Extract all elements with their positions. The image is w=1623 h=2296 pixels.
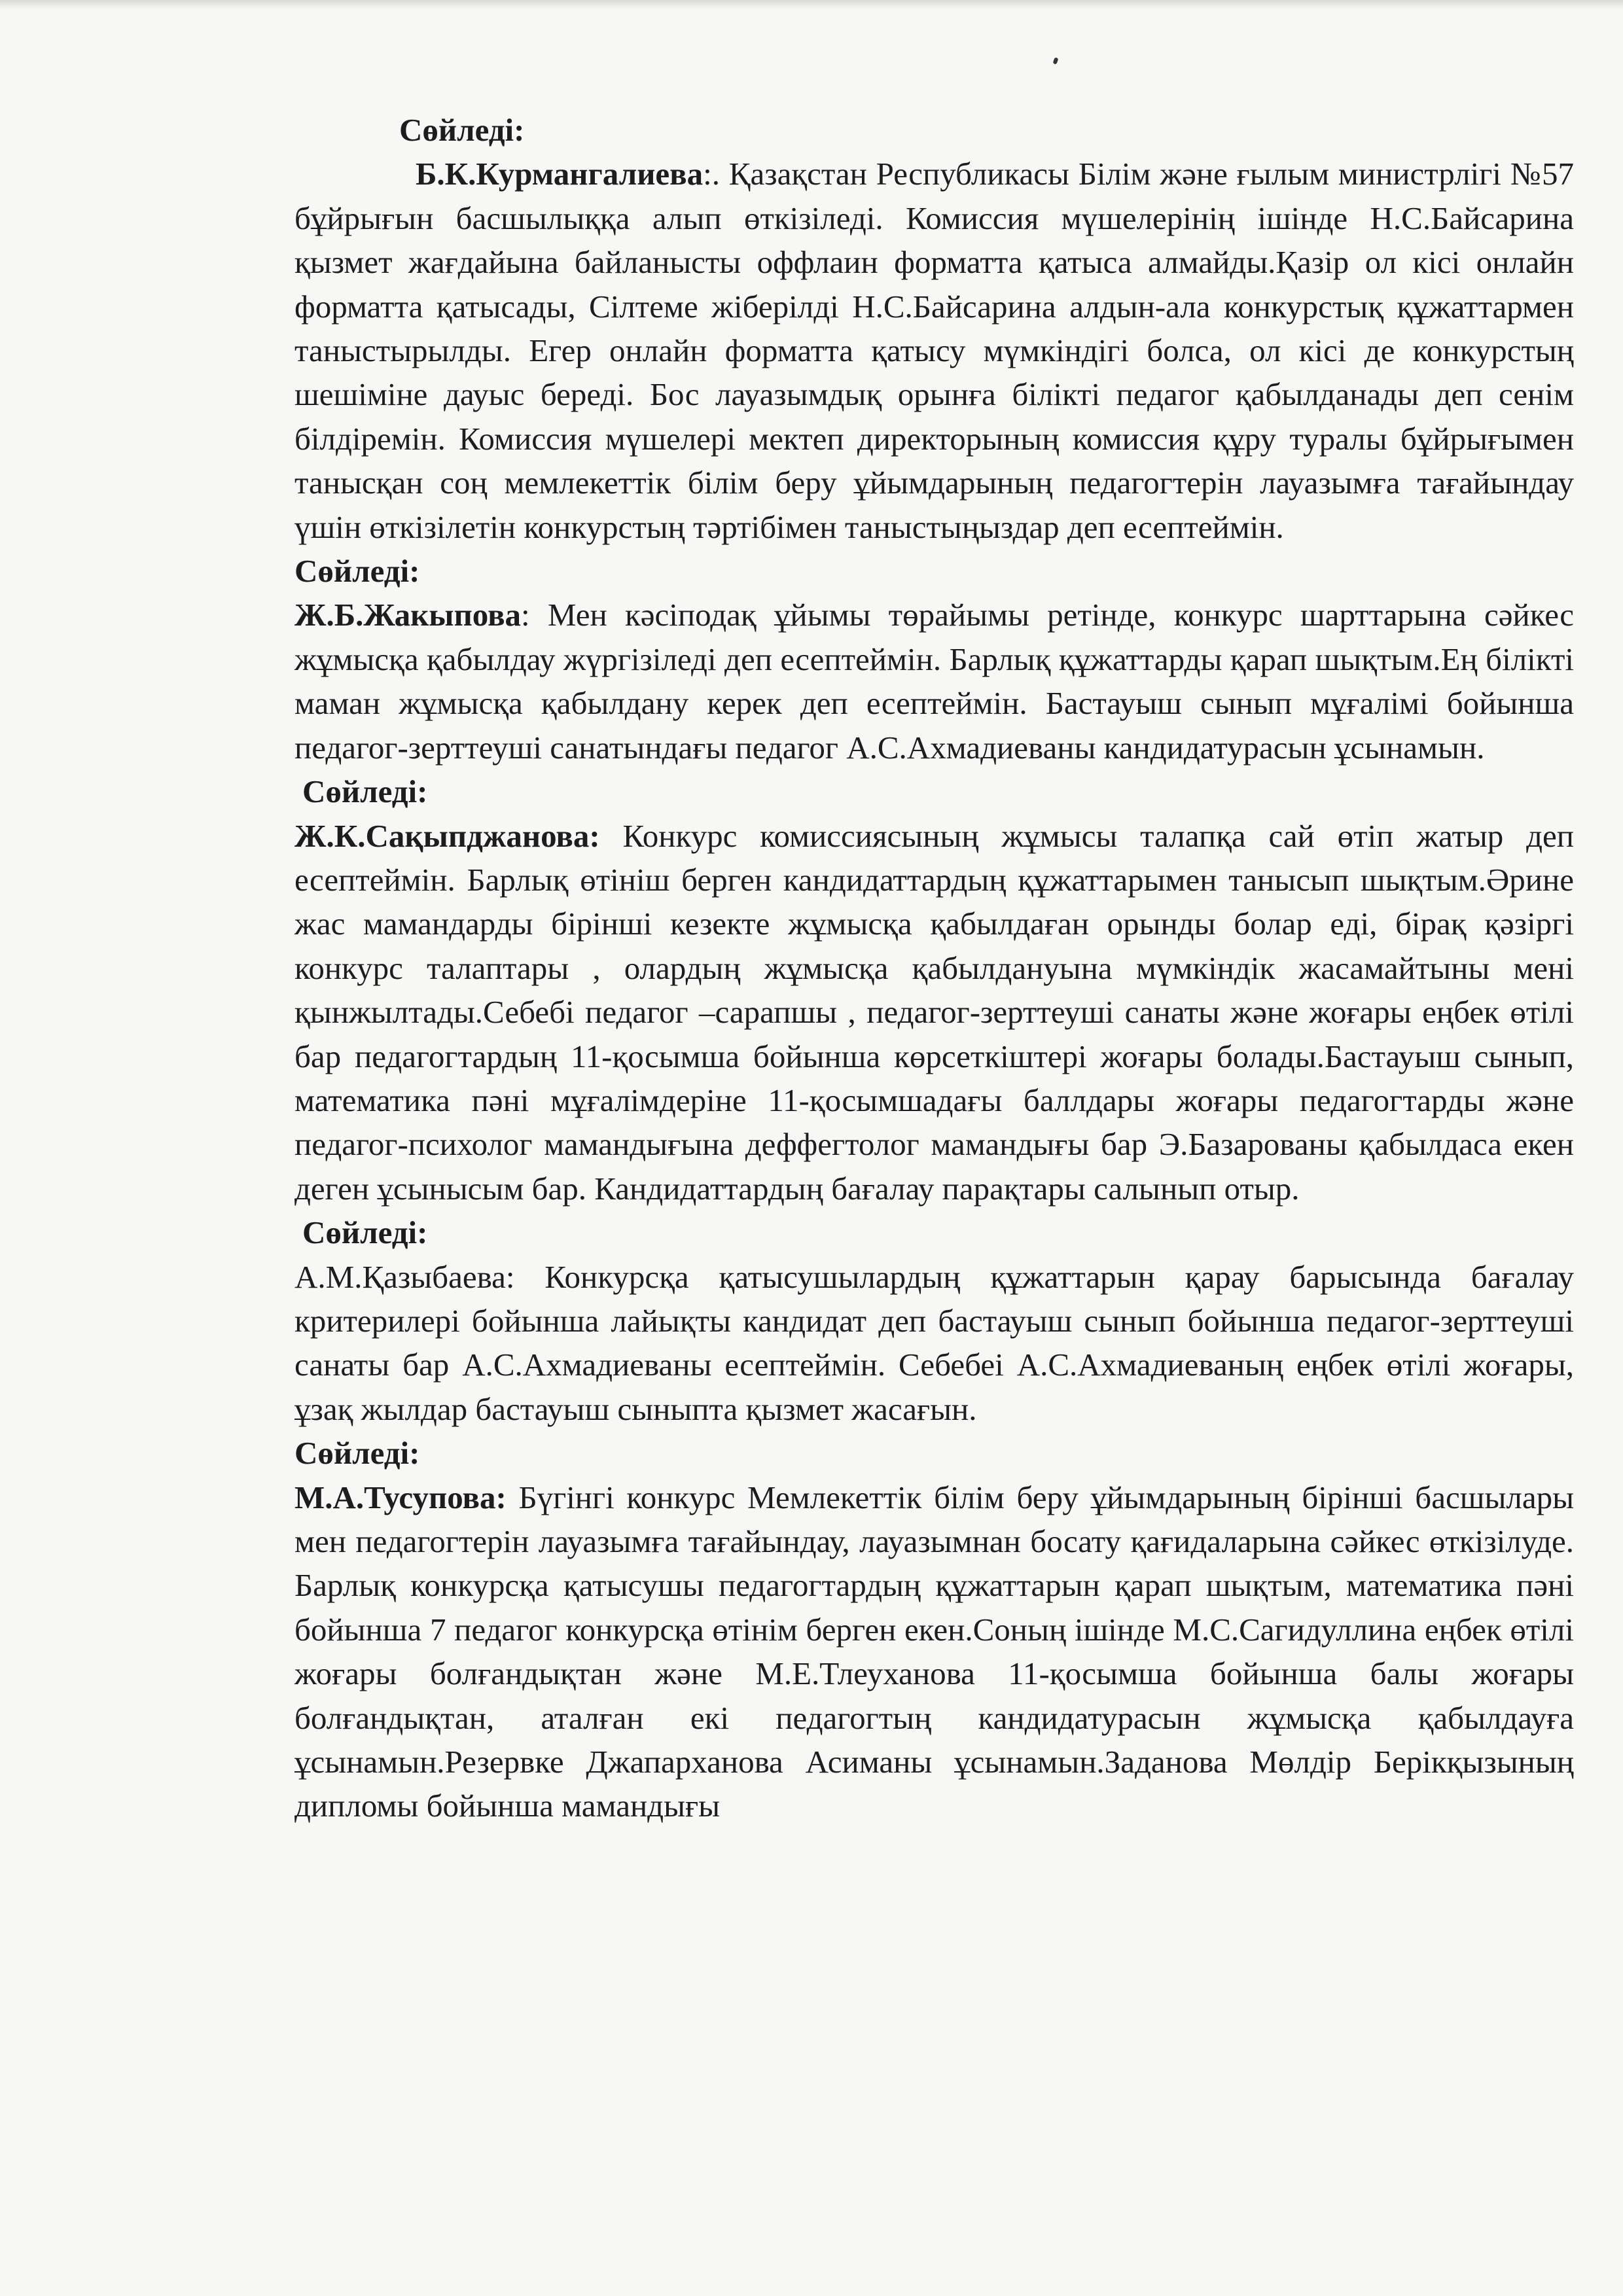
speech-paragraph (294, 1475, 1574, 1828)
document-body (294, 108, 1574, 1828)
speech-paragraph (294, 152, 1574, 549)
speech-text: А.М.Қазыбаева: Конкурсқа қатысушылардың құжаттарын қарау барысында бағалау критерилері бойынша лайықты кандидат деп бастауыш сынып бойынша педагог-зерттеуші санаты бар А.С.Ахмадиеваны есептеймін. Себебеі А.С.Ахмадиеваның еңбек өтілі жоғары, ұзақ жылдар бастауыш сыныпта қызмет жасағын. (294, 1258, 1574, 1427)
speech-text: Бүгінгі конкурс Мемлекеттік білім беру ұйымдарының бірінші басшылары мен педагогтерін лауазымға тағайындау, лауазымнан босату қағидаларына сәйкес өткізілуде. Барлық конкурсқа қатысушы педагогтардың құжаттарын қарап шықтым, математика пәні бойынша 7 педагог конкурсқа өтінім берген екен.Соның ішінде М.С.Сагидуллина еңбек өтілі жоғары болғандықтан және М.Е.Тлеуханова 11-қосымша бойынша балы жоғары болғандықтан, аталған екі педагогтың кандидатурасын жұмысқа қабылдауға ұсынамын.Резервке Джапарханова Асиманы ұсынамын.Заданова Мөлдір Берікқызының дипломы бойынша мамандығы (294, 1479, 1574, 1824)
section-heading: Сөйледі: (399, 112, 525, 148)
scan-speck (1052, 57, 1058, 64)
section-heading: Сөйледі: (302, 1214, 428, 1251)
speaker-name: Ж.Б.Жакыпова (294, 597, 522, 633)
speech-text: Мен кәсіподақ ұйымы төрайымы ретінде, конкурс шарттарына сәйкес жұмысқа қабылдау жүргізіледі деп есептеймін. Барлық құжаттарды қарап шықтым.Ең білікті маман жұмысқа қабылдану керек деп есептеймін. Бастауыш сынып мұғалімі бойынша педагог-зерттеуші санатындағы педагог А.С.Ахмадиеваны кандидатурасын ұсынамын. (294, 597, 1574, 766)
speech-text: Қазақстан Республикасы Білім және ғылым министрлігі №57 бұйрығын басшылыққа алып өткізіледі. Комиссия мүшелерінің ішінде Н.С.Байсарина қызмет жағдайына байланысты оффлаин форматта қатыса алмайды.Қазір ол кісі онлайн форматта қатысады, Сілтеме жіберілді Н.С.Байсарина алдын-ала конкурстық құжаттармен таныстырылды. Егер онлайн форматта қатысу мүмкіндігі болса, ол кісі де конкурстың шешіміне дауыс береді. Бос лауазымдық орынға білікті педагог қабылданады деп сенім білдіремін. Комиссия мүшелері мектеп директорының комиссия құру туралы бұйрығымен танысқан соң мемлекеттік білім беру ұйымдарының педагогтерін лауазымға тағайындау үшін өткізілетін конкурстың тәртібімен таныстыңыздар деп есептеймін. (294, 156, 1574, 545)
section-heading: Сөйледі: (302, 773, 428, 810)
speaker-separator: : (521, 597, 530, 633)
speech-text: Конкурс комиссиясының жұмысы талапқа сай өтіп жатыр деп есептеймін. Барлық өтініш берген кандидаттардың құжаттарымен танысып шықтым.Әрине жас мамандарды бірінші кезекте жұмысқа қабылдаған орынды болар еді, бірақ қәзіргі конкурс талаптары , олардың жұмысқа қабылдануына мүмкіндік жасамайтыны мені қынжылтады.Себебі педагог –сарапшы , педагог-зерттеуші санаты және жоғары еңбек өтілі бар педагогтардың 11-қосымша бойынша көрсеткіштері жоғары болады.Бастауыш сынып, математика пәні мұғалімдеріне 11-қосымшадағы баллдары жоғары педагогтарды және педагог-психолог мамандығына деффегтолог мамандығы бар Э.Базарованы қабылдаса екен деген ұсынысым бар. Кандидаттардың бағалау парақтары салынып отыр. (294, 817, 1574, 1207)
section-heading: Сөйледі: (294, 553, 420, 590)
speech-paragraph (294, 593, 1574, 769)
speech-paragraph (294, 814, 1574, 1211)
scan-edge (0, 0, 1623, 9)
speaker-separator: :. (703, 156, 721, 192)
section-heading: Сөйледі: (294, 1435, 420, 1472)
speaker-name: Б.К.Курмангалиева (416, 156, 704, 192)
speaker-name: Ж.К.Сақыпджанова: (294, 817, 600, 854)
speech-paragraph (294, 1255, 1574, 1432)
speaker-name: М.А.Тусупова: (294, 1479, 507, 1515)
